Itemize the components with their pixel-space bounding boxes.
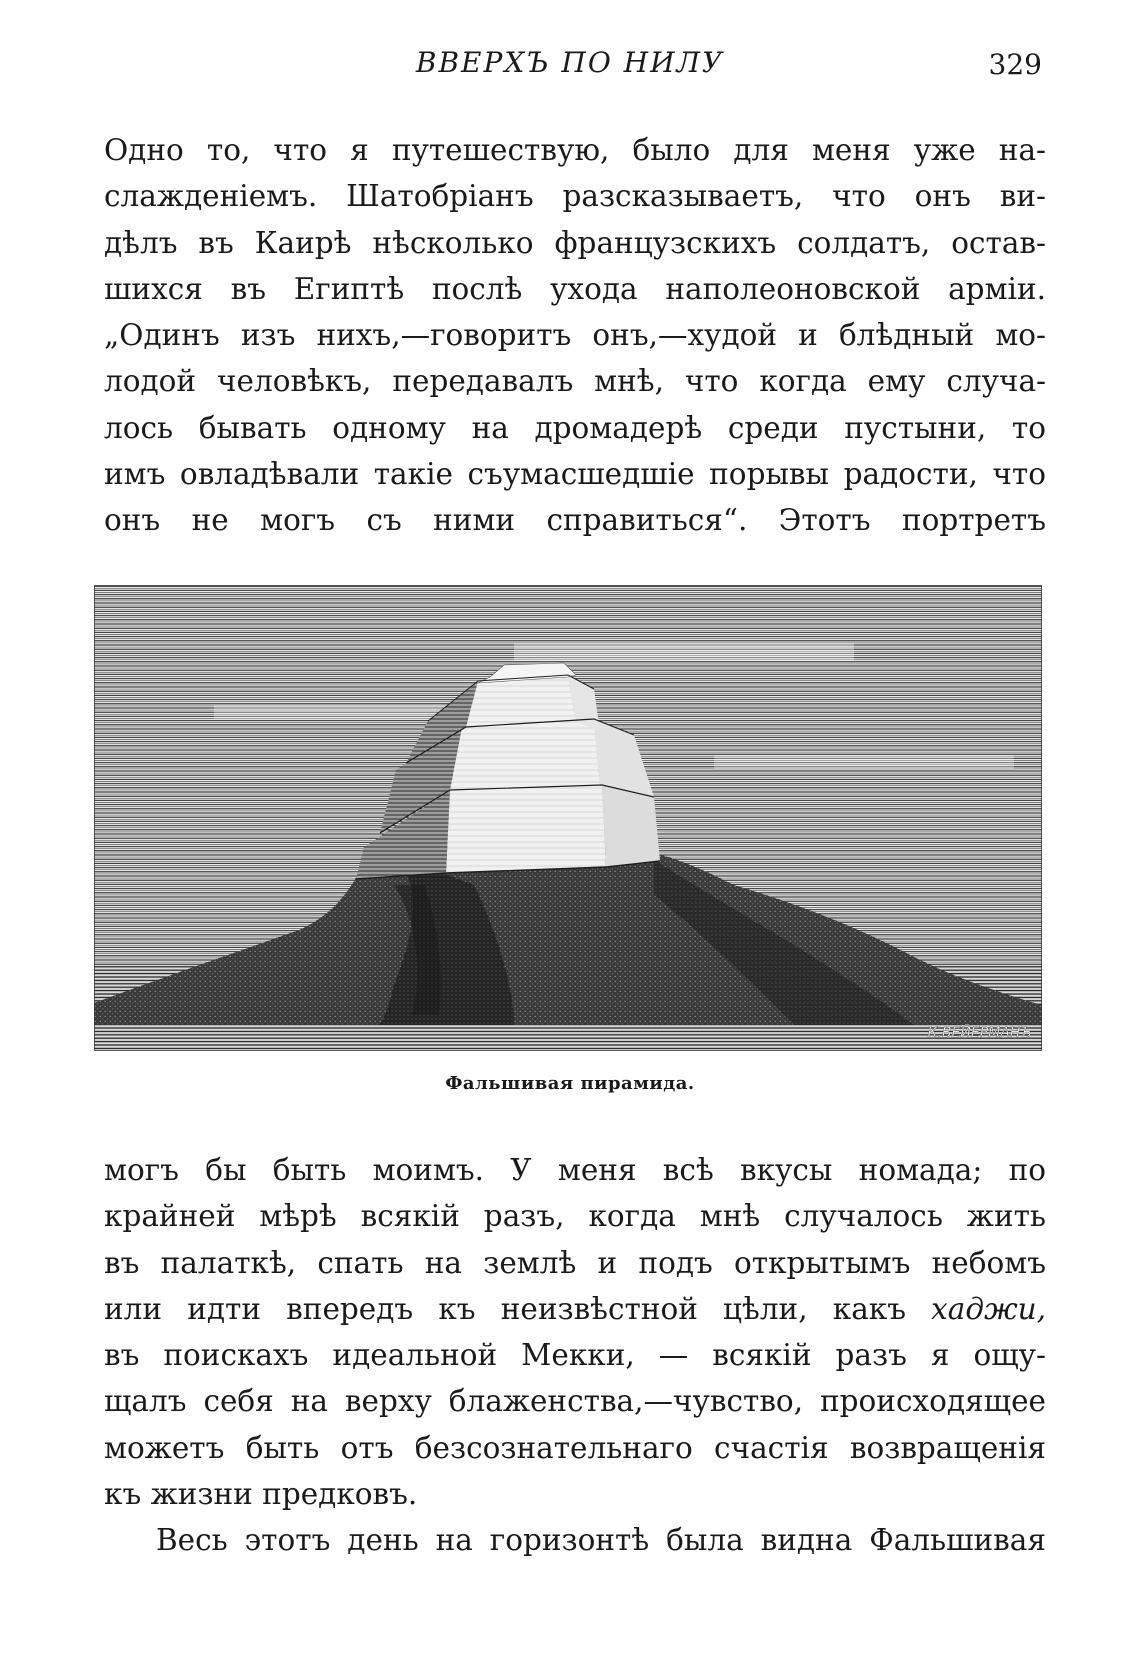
cloud-band [714, 755, 1014, 769]
text-line: лодой человѣкъ, передавалъ мнѣ, что когда ему случа- [104, 364, 1046, 399]
text-line-with-italic [104, 1286, 1046, 1332]
pyramid-tier-middle-light [450, 719, 600, 790]
engraving-false-pyramid [94, 585, 1042, 1051]
text-line: слажденiемъ. Шатобрiанъ разсказываетъ, что онъ ви- [104, 179, 1046, 214]
text-line: крайней мѣрѣ всякiй разъ, когда мнѣ случалось жить [104, 1199, 1046, 1234]
italic-word: хаджи, [931, 1291, 1046, 1326]
text-fragment: или идти впередъ къ неизвѣстной цѣли, какъ [104, 1291, 906, 1326]
text-line: Одно то, что я путешествую, было для меня уже на- [104, 133, 1046, 167]
figure-caption: Фальшивая пирамида. [445, 1073, 695, 1094]
text-line: дѣлъ въ Каирѣ нѣсколько французскихъ солдатъ, остав- [104, 225, 1046, 260]
text-line: онъ не могъ съ ними справиться“. Этотъ портретъ [104, 503, 1046, 538]
text-line: къ жизни предковъ. [104, 1477, 418, 1512]
text-line: щалъ себя на верху блаженства,—чувство, происходящее [104, 1384, 1046, 1419]
text-line: лось бывать одному на дромадерѣ среди пустыни, то [104, 410, 1046, 445]
text-line: имъ овладѣвали такiе съумасшедшiе порывы радости, что [104, 457, 1046, 492]
page-number: 329 [988, 48, 1042, 81]
text-line: „Одинъ изъ нихъ,—говоритъ онъ,—худой и блѣдный мо- [104, 318, 1046, 353]
paragraph-3 [104, 1517, 1046, 1563]
text-line: въ палаткѣ, спать на землѣ и подъ открытымъ небомъ [104, 1245, 1046, 1280]
text-line: шихся въ Египтѣ послѣ ухода наполеоновской армiи. [104, 271, 1046, 306]
text-line: въ поискахъ идеальной Мекки, — всякiй разъ я ощу- [104, 1338, 1046, 1373]
pyramid-tier-lower-right [602, 785, 660, 867]
paragraph-1 [104, 127, 1046, 544]
text-line: могъ бы быть моимъ. У меня всѣ вкусы номада; по [104, 1153, 1046, 1187]
text-line: Весь этотъ день на горизонтѣ была видна Фальшивая [156, 1523, 1046, 1557]
running-title: ВВЕРХЪ ПО НИЛУ [415, 46, 725, 79]
cloud-band [514, 643, 854, 661]
running-head [0, 46, 1140, 86]
text-line: можетъ быть отъ безсознательнаго счастiя возвращенiя [104, 1430, 1046, 1465]
paragraph-2 [104, 1147, 1046, 1517]
pyramid-tier-lower-light [446, 785, 606, 873]
engraver-signature: К.ВЕЙЕРМАНЪ [927, 1025, 1032, 1041]
